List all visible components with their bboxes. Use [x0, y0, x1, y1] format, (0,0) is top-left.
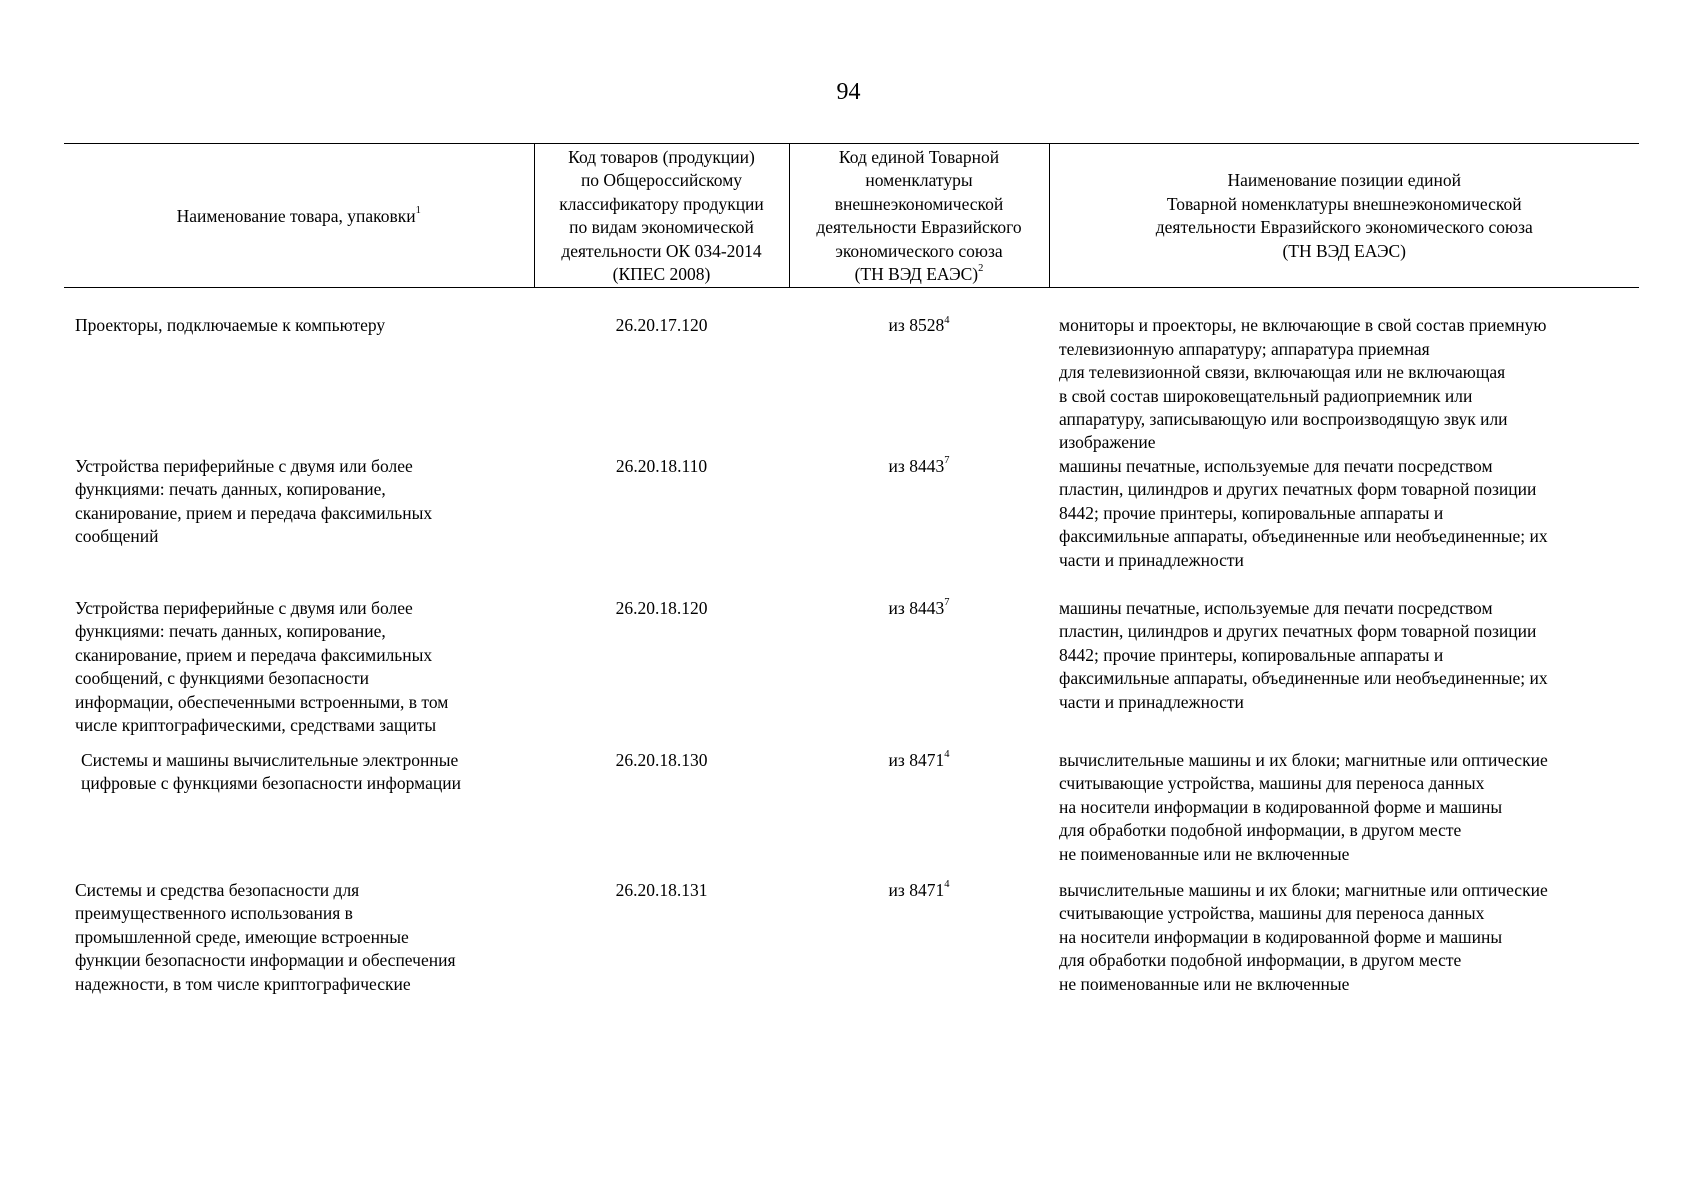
tnved-code-text: из 8528	[888, 315, 945, 336]
tnved-code-text: из 8471	[888, 879, 945, 900]
header-tnved-code	[789, 144, 1049, 288]
header-goods-name-text: Наименование товара, упаковки	[176, 205, 416, 226]
tnved-description-cell: мониторы и проекторы, не включающие в свой состав приемную телевизионную аппаратуру; аппаратура приемная для телевизионной связи, включающая или не включающая в свой состав широковещательный радиоприемник или аппаратуру, записывающую или воспроизводящую звук или изображение	[1059, 315, 1547, 453]
table-header-row	[64, 144, 1639, 288]
tnved-code-text: из 8443	[888, 455, 945, 476]
tnved-code-footnote: 4	[944, 314, 950, 326]
tnved-description-cell: вычислительные машины и их блоки; магнитные или оптические считывающие устройства, машины для переноса данных на носители информации в кодированной форме и машины для обработки подобной информации, в другом месте не поименованные или не включенные	[1059, 749, 1548, 864]
table-row	[64, 455, 1639, 597]
header-goods-name-footnote: 1	[415, 204, 421, 216]
okpd-code-cell: 26.20.17.120	[615, 315, 708, 336]
okpd-code-cell: 26.20.18.131	[615, 879, 708, 900]
tnved-code-text: из 8471	[888, 749, 945, 770]
okpd-code-cell: 26.20.18.110	[615, 455, 708, 476]
header-goods-name	[64, 144, 534, 288]
header-tnved-code-text: Код единой Товарной номенклатуры внешнеэкономической деятельности Евразийского экономического союза (ТН ВЭД ЕАЭС)	[816, 147, 1022, 285]
tnved-code-footnote: 4	[944, 749, 950, 761]
tnved-code-footnote: 7	[944, 455, 950, 467]
okpd-code-cell: 26.20.18.120	[615, 597, 708, 618]
goods-name-cell: Системы и средства безопасности для преимущественного использования в промышленной среде, имеющие встроенные функции безопасности информации и обеспечения надежности, в том числе криптографические	[75, 879, 456, 994]
header-tnved-description: Наименование позиции единой Товарной номенклатуры внешнеэкономической деятельности Евразийского экономического союза (ТН ВЭД ЕАЭС)	[1049, 144, 1639, 288]
page-number: 94	[836, 79, 861, 105]
tnved-code-text: из 8443	[888, 597, 945, 618]
goods-table	[64, 143, 1639, 996]
tnved-code-cell	[789, 288, 1049, 455]
table-row	[64, 879, 1639, 996]
tnved-code-cell	[789, 597, 1049, 749]
header-okpd-code: Код товаров (продукции) по Общероссийскому классификатору продукции по видам экономической деятельности ОК 034-2014 (КПЕС 2008)	[534, 144, 789, 288]
goods-name-cell: Устройства периферийные с двумя или более функциями: печать данных, копирование, сканирование, прием и передача факсимильных сообщений	[75, 455, 433, 547]
okpd-code-cell: 26.20.18.130	[615, 749, 708, 770]
goods-name-cell: Системы и машины вычислительные электронные цифровые с функциями безопасности информации	[81, 749, 461, 794]
table-row	[64, 288, 1639, 455]
header-tnved-code-footnote: 2	[978, 263, 984, 275]
table-row	[64, 749, 1639, 879]
tnved-code-footnote: 7	[944, 597, 950, 609]
tnved-description-cell: вычислительные машины и их блоки; магнитные или оптические считывающие устройства, машины для переноса данных на носители информации в кодированной форме и машины для обработки подобной информации, в другом месте не поименованные или не включенные	[1059, 879, 1548, 994]
tnved-description-cell: машины печатные, используемые для печати посредством пластин, цилиндров и других печатных форм товарной позиции 8442; прочие принтеры, копировальные аппараты и факсимильные аппараты, объединенные или необъединенные; их части и принадлежности	[1059, 455, 1548, 570]
tnved-code-cell	[789, 749, 1049, 879]
tnved-code-cell	[789, 455, 1049, 597]
table-row	[64, 597, 1639, 749]
tnved-code-cell	[789, 879, 1049, 996]
goods-name-cell: Устройства периферийные с двумя или более функциями: печать данных, копирование, сканирование, прием и передача факсимильных сообщений, с функциями безопасности информации, обеспеченными встроенными, в том числе криптографическими, средствами защиты	[75, 597, 449, 735]
tnved-code-footnote: 4	[944, 879, 950, 891]
tnved-description-cell: машины печатные, используемые для печати посредством пластин, цилиндров и других печатных форм товарной позиции 8442; прочие принтеры, копировальные аппараты и факсимильные аппараты, объединенные или необъединенные; их части и принадлежности	[1059, 597, 1548, 712]
goods-name-cell: Проекторы, подключаемые к компьютеру	[75, 315, 386, 336]
